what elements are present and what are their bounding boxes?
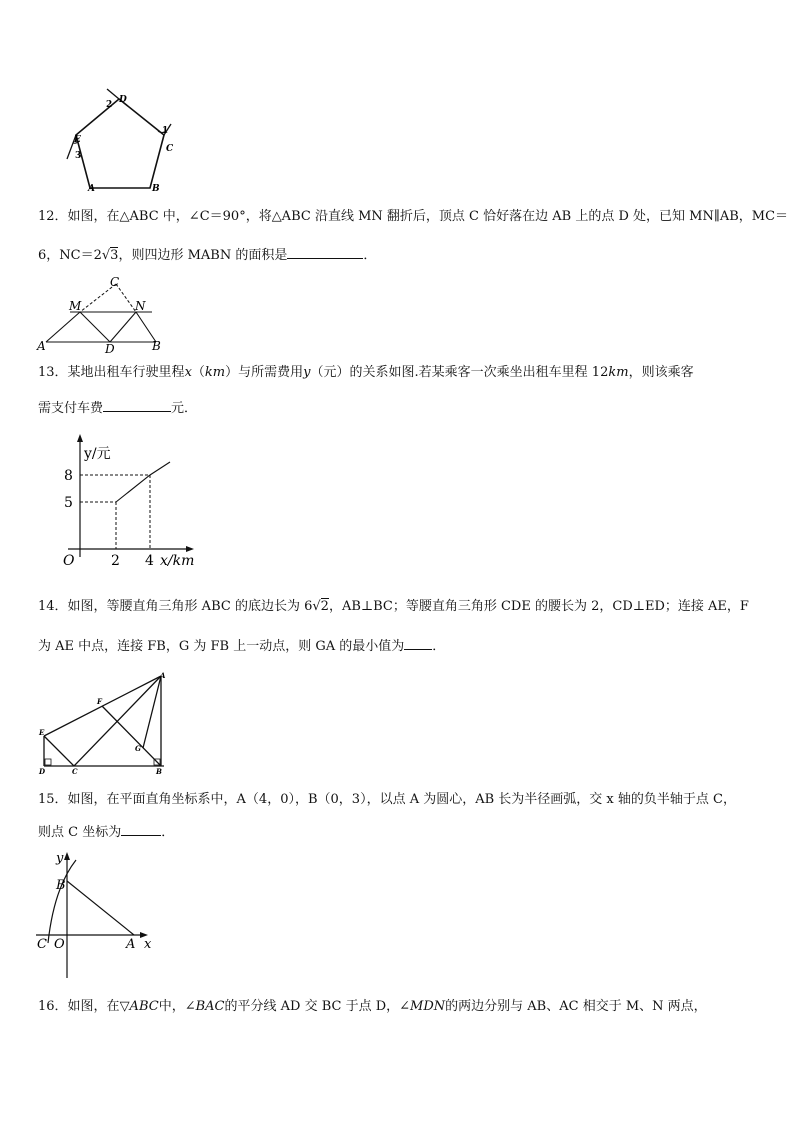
q16-text-c: 的平分线 AD 交 BC 于点 D， (224, 999, 400, 1014)
question-13-line2 (38, 398, 197, 417)
fare-line (116, 462, 170, 502)
y-axis-arrow (64, 852, 70, 860)
triangle-symbol: ▽ABC (119, 999, 159, 1014)
label-C: C (37, 937, 47, 952)
label-B: B (156, 767, 162, 776)
right-angle-D (45, 759, 51, 765)
label-G: G (135, 744, 141, 753)
label-M: M (69, 299, 82, 313)
label-x: x (144, 937, 152, 952)
segment-FB (102, 706, 161, 766)
q13-text-a: 某地出租车行驶里程 (67, 365, 185, 380)
q14-number: 14． (38, 599, 68, 614)
segment-GA (143, 676, 161, 748)
label-B: B (152, 184, 160, 194)
q12-answer-blank[interactable] (287, 245, 363, 259)
question-14-line2 (38, 636, 445, 655)
q14-text-c: 为 AE 中点，连接 FB，G 为 FB 上一动点，则 GA 的最小值为 (38, 639, 405, 654)
q13-text-d: ，则该乘客 (628, 365, 694, 380)
figure-12 (36, 272, 166, 354)
q12-text-2a: 6，NC＝2 (38, 248, 102, 263)
q12-text-2b: ，则四边形 MABN 的面积是 (118, 248, 288, 263)
question-13-line1 (38, 365, 694, 381)
pentagon-shape (76, 99, 164, 188)
q12-number: 12． (38, 209, 68, 224)
q15-text-c: ． (161, 825, 175, 840)
x-axis-label: x/km (160, 553, 195, 569)
label-C: C (72, 767, 78, 776)
label-B: B (56, 878, 66, 893)
extension-line-d (107, 89, 119, 99)
question-12-line1 (38, 209, 788, 225)
question-14-line1 (38, 599, 749, 615)
q13-text-f: 元． (171, 401, 198, 416)
unit-km-1: km (204, 365, 226, 380)
label-F: F (97, 697, 102, 706)
segment-EC (44, 736, 74, 766)
sqrt-symbol: √ (101, 248, 111, 263)
paren-open: （ (191, 365, 205, 380)
label-A: A (126, 937, 136, 952)
label-N: N (135, 299, 146, 313)
q12-text-2c: ． (363, 248, 377, 263)
y-tick-8: 8 (64, 468, 73, 484)
var-y: y (303, 365, 311, 380)
q13-text-c: （元）的关系如图.若某乘客一次乘坐出租车里程 12 (310, 365, 609, 380)
y-tick-5: 5 (64, 495, 73, 511)
label-2: 2 (106, 100, 113, 110)
var-x: x (184, 365, 192, 380)
q14-text-a: 如图，等腰直角三角形 ABC 的底边长为 6 (67, 599, 313, 614)
label-1: 1 (162, 126, 169, 136)
q13-text-b: 与所需费用 (238, 365, 304, 380)
segment-AM (46, 312, 80, 342)
label-3: 3 (75, 151, 82, 161)
unit-km-2: km (608, 365, 629, 380)
label-E: E (39, 728, 45, 737)
q12-text-1: 如图，在△ABC 中，∠C＝90°，将△ABC 沿直线 MN 翻折后，顶点 C 恰好落在边 AB 上的点 D 处，已知 MN∥AB，MC＝ (67, 209, 789, 224)
label-O: O (54, 937, 65, 952)
question-15-line1 (38, 792, 736, 808)
y-axis-label: y/元 (84, 446, 111, 462)
q15-text-a: 如图，在平面直角坐标系中，A（4，0），B（0，3），以点 A 为圆心，AB 长为半径画弧，交 x 轴的负半轴于点 C， (67, 792, 736, 807)
angle-BAC: ∠BAC (184, 999, 225, 1014)
label-D: D (39, 767, 46, 776)
q15-text-b: 则点 C 坐标为 (38, 825, 122, 840)
q16-text-b: 中， (158, 999, 185, 1014)
x-tick-4: 4 (145, 553, 154, 569)
label-D: D (119, 95, 127, 105)
q13-text-e: 需支付车费 (38, 401, 104, 416)
x-tick-2: 2 (111, 553, 120, 569)
angle-MDN: ∠MDN (399, 999, 446, 1014)
q14-text-b: ，AB⊥BC；等腰直角三角形 CDE 的腰长为 2，CD⊥ED；连接 AE，F (328, 599, 749, 614)
segment-AB (67, 881, 134, 935)
label-D: D (105, 342, 115, 354)
figure-15 (34, 848, 164, 983)
q16-text-d: 的两边分别与 AB、AC 相交于 M、N 两点， (445, 999, 707, 1014)
segment-NB (136, 312, 156, 342)
paren-close: ） (225, 365, 239, 380)
arc-BC (48, 860, 76, 943)
pentagon-figure (55, 85, 185, 195)
label-A: A (88, 184, 95, 194)
q13-answer-blank[interactable] (103, 398, 171, 412)
segment-MD (80, 312, 110, 342)
q12-radicand: 3 (110, 248, 119, 263)
segment-ND (110, 312, 136, 342)
q14-radicand: 2 (320, 599, 329, 614)
label-A: A (37, 339, 46, 353)
figure-13-chart (50, 432, 210, 572)
x-axis-arrow (186, 546, 194, 552)
q16-number: 16． (38, 999, 68, 1014)
label-B: B (152, 339, 161, 353)
label-y: y (56, 851, 64, 866)
question-12-line2 (38, 245, 376, 264)
question-16-line1 (38, 999, 707, 1015)
q14-answer-blank[interactable] (404, 636, 432, 650)
q14-text-d: ． (432, 639, 446, 654)
q13-number: 13． (38, 365, 68, 380)
q15-answer-blank[interactable] (121, 822, 161, 836)
label-C: C (166, 144, 174, 154)
q15-number: 15． (38, 792, 68, 807)
label-A: A (160, 671, 166, 680)
question-15-line2 (38, 822, 174, 841)
label-C: C (110, 275, 120, 289)
q16-text-a: 如图，在 (67, 999, 120, 1014)
y-axis-arrow (77, 434, 83, 442)
sqrt-symbol: √ (312, 599, 321, 614)
label-E: E (74, 135, 81, 145)
origin-label: O (63, 553, 75, 569)
figure-14 (36, 670, 176, 780)
